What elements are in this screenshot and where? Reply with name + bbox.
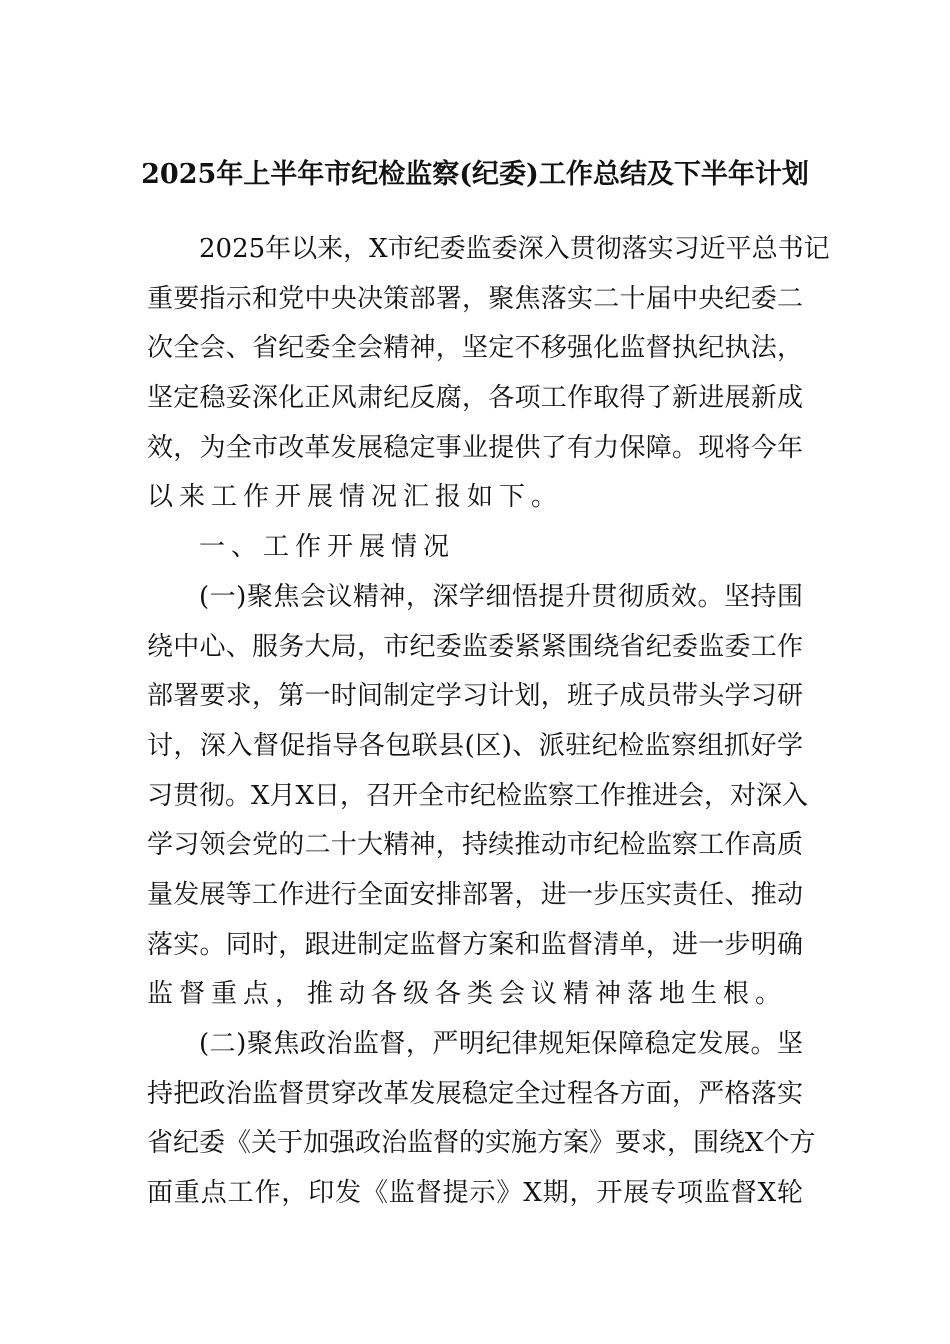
text-line: 部署要求，第一时间制定学习计划，班子成员带头学习研 bbox=[147, 681, 803, 712]
text-line: (二)聚焦政治监督，严明纪律规矩保障稳定发展。坚 bbox=[199, 1029, 803, 1059]
text-line: 量发展等工作进行全面安排部署，进一步压实责任、推动 bbox=[147, 879, 803, 910]
paragraph bbox=[147, 225, 830, 523]
text-line: 讨，深入督促指导各包联县(区)、派驻纪检监察组抓好学 bbox=[147, 730, 803, 761]
text-line: 以来工作开展情况汇报如下。 bbox=[147, 482, 564, 513]
text-line: 重要指示和党中央决策部署，聚焦落实二十届中央纪委二 bbox=[147, 283, 803, 314]
document-title: 2025年上半年市纪检监察(纪委)工作总结及下半年计划 bbox=[141, 159, 809, 190]
text-line: 坚定稳妥深化正风肃纪反腐，各项工作取得了新进展新成 bbox=[147, 383, 803, 414]
text-line: 学习领会党的二十大精神，持续推动市纪检监察工作高质 bbox=[147, 830, 803, 861]
text-line: 2025年以来，X市纪委监委深入贯彻落实习近平总书记 bbox=[199, 234, 830, 264]
text-line: (一)聚焦会议精神，深学细悟提升贯彻质效。坚持围 bbox=[199, 581, 803, 612]
text-line: 习贯彻。X月X日，召开全市纪检监察工作推进会，对深入 bbox=[147, 780, 809, 811]
text-line: 面重点工作，印发《监督提示》X期，开展专项监督X轮 bbox=[147, 1178, 803, 1209]
text-line: 落实。同时，跟进制定监督方案和监督清单，进一步明确 bbox=[147, 929, 803, 960]
text-line: 绕中心、服务大局，市纪委监委紧紧围绕省纪委监委工作 bbox=[147, 631, 803, 662]
document-body bbox=[147, 225, 830, 1219]
text-line: 持把政治监督贯穿改革发展稳定全过程各方面，严格落实 bbox=[147, 1078, 803, 1109]
text-line: 次全会、省纪委全会精神，坚定不移强化监督执纪执法， bbox=[147, 333, 803, 364]
section-heading bbox=[147, 523, 803, 573]
paragraph bbox=[147, 573, 809, 1020]
paragraph bbox=[147, 1020, 816, 1219]
text-line: 一、工作开展情况 bbox=[199, 532, 456, 563]
text-line: 效，为全市改革发展稳定事业提供了有力保障。现将今年 bbox=[147, 432, 803, 463]
text-line: 省纪委《关于加强政治监督的实施方案》要求，围绕X个方 bbox=[147, 1128, 816, 1159]
text-line: 监督重点，推动各级各类会议精神落地生根。 bbox=[147, 979, 788, 1010]
